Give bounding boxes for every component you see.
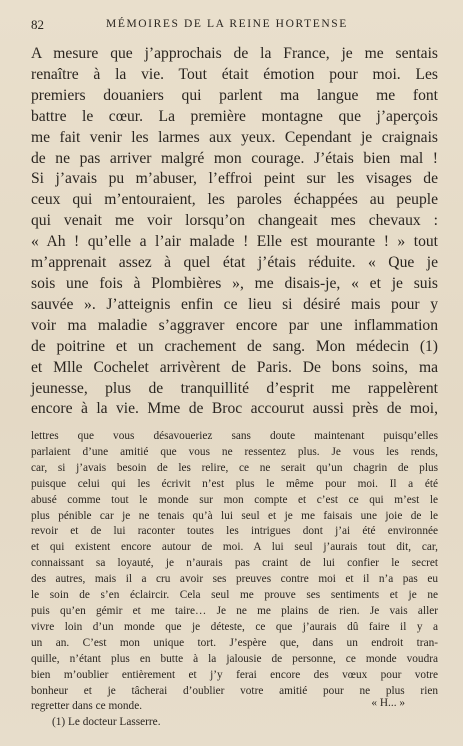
page-header	[31, 17, 435, 35]
letter-line: abusé comme tout le monde sur mon compte et c’est ce qui m’est le	[31, 493, 438, 506]
text-line: et Mlle Cochelet arrivèrent de Paris. De bons soins, ma	[31, 358, 438, 376]
text-line: sauvée ». J’atteignis enfin ce lieu si désiré mais pour y	[31, 295, 438, 313]
text-line: renaître à la vie. Tout était émotion pour moi. Les	[31, 65, 438, 83]
letter-line: lettres que vous désavoueriez sans doute maintenant puisqu’elles	[31, 430, 438, 442]
letter-line: et qui existent encore autour de moi. A lui seul j’aurais tout dit, car,	[31, 541, 438, 554]
text-line: A mesure que j’approchais de la France, je me sentais	[31, 45, 438, 62]
letter-line: revoir et de lui raconter toutes les intrigues dont j’ai été environnée	[31, 525, 438, 538]
letter-line: car, si j’avais besoin de les relire, ce ne serait qu’un chagrin de plus	[31, 461, 438, 474]
letter-line: le soin de s’en éclaircir. Cela seul me prouve ses sentiments et je ne	[31, 589, 438, 602]
text-line: sois une fois à Plombières », me disais-je, « et je suis	[31, 274, 438, 292]
letter-line: connaissant sa loyauté, je n’aurais pas craint de lui confier le secret	[31, 557, 438, 570]
text-line: ceux qui m’entouraient, les paroles échappées au peuple	[31, 191, 438, 209]
letter-line: un an. C’est mon unique tort. J’espère que, dans un endroit tran-	[31, 636, 438, 649]
text-line: de ne pas arriver malgré mon courage. J’étais bien mal !	[31, 149, 438, 167]
main-paragraph	[31, 44, 438, 420]
footnote: (1) Le docteur Lasserre.	[52, 716, 161, 728]
letter-line: bonheur et je tâcherai d’oublier votre amitié pour ne plus rien	[31, 684, 438, 697]
text-line: voir ma maladie s’aggraver encore par une inflammation	[31, 316, 438, 334]
text-line: battre le cœur. La première montagne que j’aperçois	[31, 107, 438, 125]
text-line: me fait venir les larmes aux yeux. Cependant je craignais	[31, 128, 438, 146]
letter-line: bien m’oublier entièrement et j’y ferai encore des vœux pour votre	[31, 668, 438, 681]
text-line: premiers douaniers qui parlent ma langue me font	[31, 86, 438, 104]
letter-line: des autres, mais il a cru avoir ses preuves contre moi et il n’a pas eu	[31, 573, 438, 586]
text-line: qui venait me voir lorsqu’on changeait mes chevaux :	[31, 212, 438, 230]
letter-signature: « H... »	[371, 697, 405, 709]
letter-line: regretter dans ce monde.	[31, 700, 143, 713]
letter-line: vivre loin d’un monde que je déteste, ce que j’aurais dû faire il y a	[31, 620, 438, 633]
text-line: m’apprenait assez à quel état j’étais réduite. « Que je	[31, 254, 438, 272]
page-number: 82	[31, 17, 44, 32]
letter-line: puis qu’en gémir et me taire… Je ne me plains de rien. Je vais aller	[31, 604, 438, 617]
letter-line: parlaient d’une amitié que vous ne ressentez plus. Je vous les rends,	[31, 445, 438, 458]
text-line: jeunesse, plus de tranquillité d’esprit me rappelèrent	[31, 379, 438, 397]
text-line: de poitrine et un crachement de sang. Mon médecin (1)	[31, 337, 438, 355]
letter-line: plus pénible car je ne tenais qu’à lui seul et je me faisais une joie de le	[31, 509, 438, 522]
letter-line: quille, n’étant plus en butte à la jalousie de personne, ce monde voudra	[31, 652, 438, 665]
text-line: encore à la vie. Mme de Broc accourut aussi près de moi,	[31, 400, 438, 418]
text-line: Si j’avais pu m’abuser, l’effroi peint sur les visages de	[31, 170, 438, 188]
text-line: « Ah ! qu’elle a l’air malade ! Elle est mourante ! » tout	[31, 233, 438, 251]
running-title: MÉMOIRES DE LA REINE HORTENSE	[106, 18, 348, 30]
letter-line: puisque celui qui les écrivit n’est plus le même pour moi. Il a été	[31, 477, 438, 490]
quoted-letter	[31, 429, 438, 715]
